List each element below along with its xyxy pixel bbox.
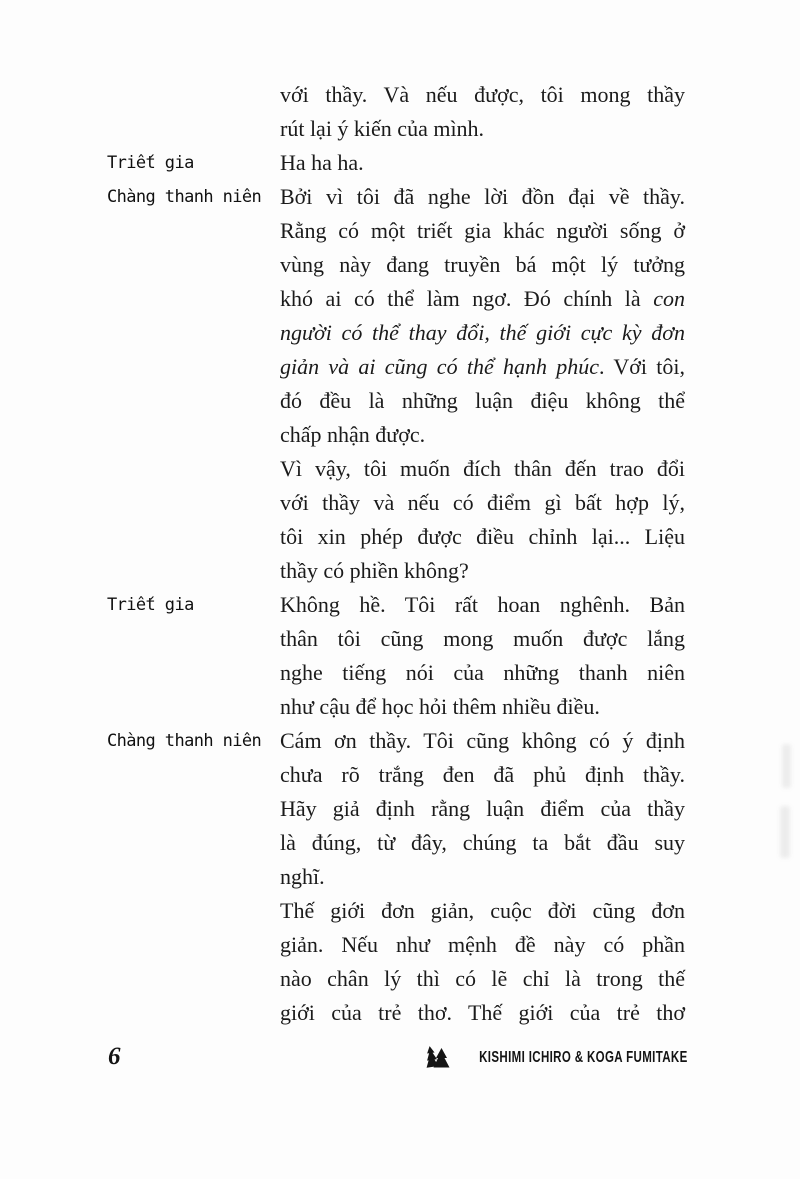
text-segment: đó đều là những luận điệu không thể (280, 388, 685, 413)
dialogue-row (107, 78, 687, 112)
dialogue-line (280, 724, 685, 758)
dialogue-row (107, 690, 687, 724)
dialogue-row (107, 418, 687, 452)
dialogue-line (280, 826, 685, 860)
dialogue-row (107, 656, 687, 690)
dialogue-line (280, 758, 685, 792)
text-segment: tôi xin phép được điều chỉnh lại... Liệu (280, 524, 685, 549)
dialogue-row (107, 350, 687, 384)
pine-trees-icon (424, 1044, 452, 1072)
italic-text-segment: con (653, 286, 685, 311)
italic-text-segment: người có thể thay đổi, thế giới cực kỳ đơn (280, 320, 685, 345)
text-segment: như cậu để học hỏi thêm nhiều điều. (280, 694, 600, 719)
footer-authors: KISHIMI ICHIRO & KOGA FUMITAKE (479, 1049, 688, 1066)
dialogue-line (280, 78, 685, 112)
text-segment: thầy có phiền không? (280, 558, 469, 583)
text-segment: chấp nhận được. (280, 422, 426, 447)
dialogue-row (107, 180, 687, 214)
text-segment: Không hề. Tôi rất hoan nghênh. Bản (280, 592, 685, 617)
text-segment: nghe tiếng nói của những thanh niên (280, 660, 685, 685)
italic-text-segment: giản và ai cũng có thể hạnh phúc (280, 354, 599, 379)
speaker-label: Chàng thanh niên (107, 731, 262, 751)
dialogue-line (280, 622, 685, 656)
dialogue-text-block (107, 78, 687, 1030)
text-segment: . Với tôi, (599, 354, 685, 379)
text-segment: Rằng có một triết gia khác người sống ở (280, 218, 685, 243)
dialogue-line (280, 792, 685, 826)
text-segment: rút lại ý kiến của mình. (280, 116, 485, 141)
dialogue-row (107, 622, 687, 656)
text-segment: là đúng, từ đây, chúng ta bắt đầu suy (280, 830, 685, 855)
speaker-label: Chàng thanh niên (107, 187, 262, 207)
text-segment: chưa rõ trắng đen đã phủ định thầy. (280, 762, 685, 787)
dialogue-row (107, 996, 687, 1030)
dialogue-line (280, 588, 685, 622)
text-segment: nghĩ. (280, 864, 325, 889)
dialogue-row (107, 282, 687, 316)
dialogue-line (280, 894, 685, 928)
text-segment: giản. Nếu như mệnh đề này có phần (280, 932, 685, 957)
text-segment: với thầy và nếu có điểm gì bất hợp lý, (280, 490, 685, 515)
speaker-label: Triết gia (107, 595, 194, 615)
text-segment: Thế giới đơn giản, cuộc đời cũng đơn (280, 898, 685, 923)
dialogue-row (107, 452, 687, 486)
dialogue-row (107, 146, 687, 180)
dialogue-line (280, 316, 685, 350)
dialogue-line (280, 384, 685, 418)
dialogue-line (280, 520, 685, 554)
dialogue-row (107, 112, 687, 146)
dialogue-line (280, 248, 685, 282)
dialogue-line (280, 554, 685, 588)
dialogue-row (107, 758, 687, 792)
text-segment: Cám ơn thầy. Tôi cũng không có ý định (280, 728, 685, 753)
dialogue-line (280, 996, 685, 1030)
dialogue-row (107, 554, 687, 588)
dialogue-row (107, 214, 687, 248)
dialogue-line (280, 418, 685, 452)
dialogue-line (280, 962, 685, 996)
dialogue-line (280, 282, 685, 316)
text-segment: giới của trẻ thơ. Thế giới của trẻ thơ (280, 1000, 685, 1025)
dialogue-line (280, 656, 685, 690)
dialogue-line (280, 350, 685, 384)
text-segment: Hãy giả định rằng luận điểm của thầy (280, 796, 685, 821)
page-number: 6 (108, 1043, 121, 1070)
dialogue-row (107, 860, 687, 894)
dialogue-row (107, 792, 687, 826)
text-segment: với thầy. Và nếu được, tôi mong thầy (280, 82, 685, 107)
text-segment: nào chân lý thì có lẽ chỉ là trong thế (280, 966, 685, 991)
dialogue-row (107, 384, 687, 418)
dialogue-row (107, 894, 687, 928)
text-segment: thân tôi cũng mong muốn được lắng (280, 626, 685, 651)
dialogue-line (280, 860, 685, 894)
dialogue-line (280, 452, 685, 486)
text-segment: Bởi vì tôi đã nghe lời đồn đại về thầy. (280, 184, 685, 209)
speaker-label: Triết gia (107, 153, 194, 173)
dialogue-row (107, 826, 687, 860)
dialogue-row (107, 928, 687, 962)
dialogue-line (280, 486, 685, 520)
text-segment: khó ai có thể làm ngơ. Đó chính là (280, 286, 654, 311)
text-segment: vùng này đang truyền bá một lý tưởng (280, 252, 685, 277)
text-segment: Vì vậy, tôi muốn đích thân đến trao đổi (280, 456, 685, 481)
dialogue-line (280, 112, 685, 146)
dialogue-line (280, 146, 685, 180)
text-segment: Ha ha ha. (280, 150, 364, 175)
dialogue-row (107, 588, 687, 622)
dialogue-row (107, 520, 687, 554)
dialogue-row (107, 248, 687, 282)
dialogue-line (280, 180, 685, 214)
dialogue-row (107, 486, 687, 520)
dialogue-row (107, 724, 687, 758)
dialogue-row (107, 316, 687, 350)
scan-artifact (780, 806, 790, 858)
dialogue-row (107, 962, 687, 996)
dialogue-line (280, 928, 685, 962)
scan-artifact (782, 744, 791, 788)
dialogue-line (280, 214, 685, 248)
dialogue-line (280, 690, 685, 724)
